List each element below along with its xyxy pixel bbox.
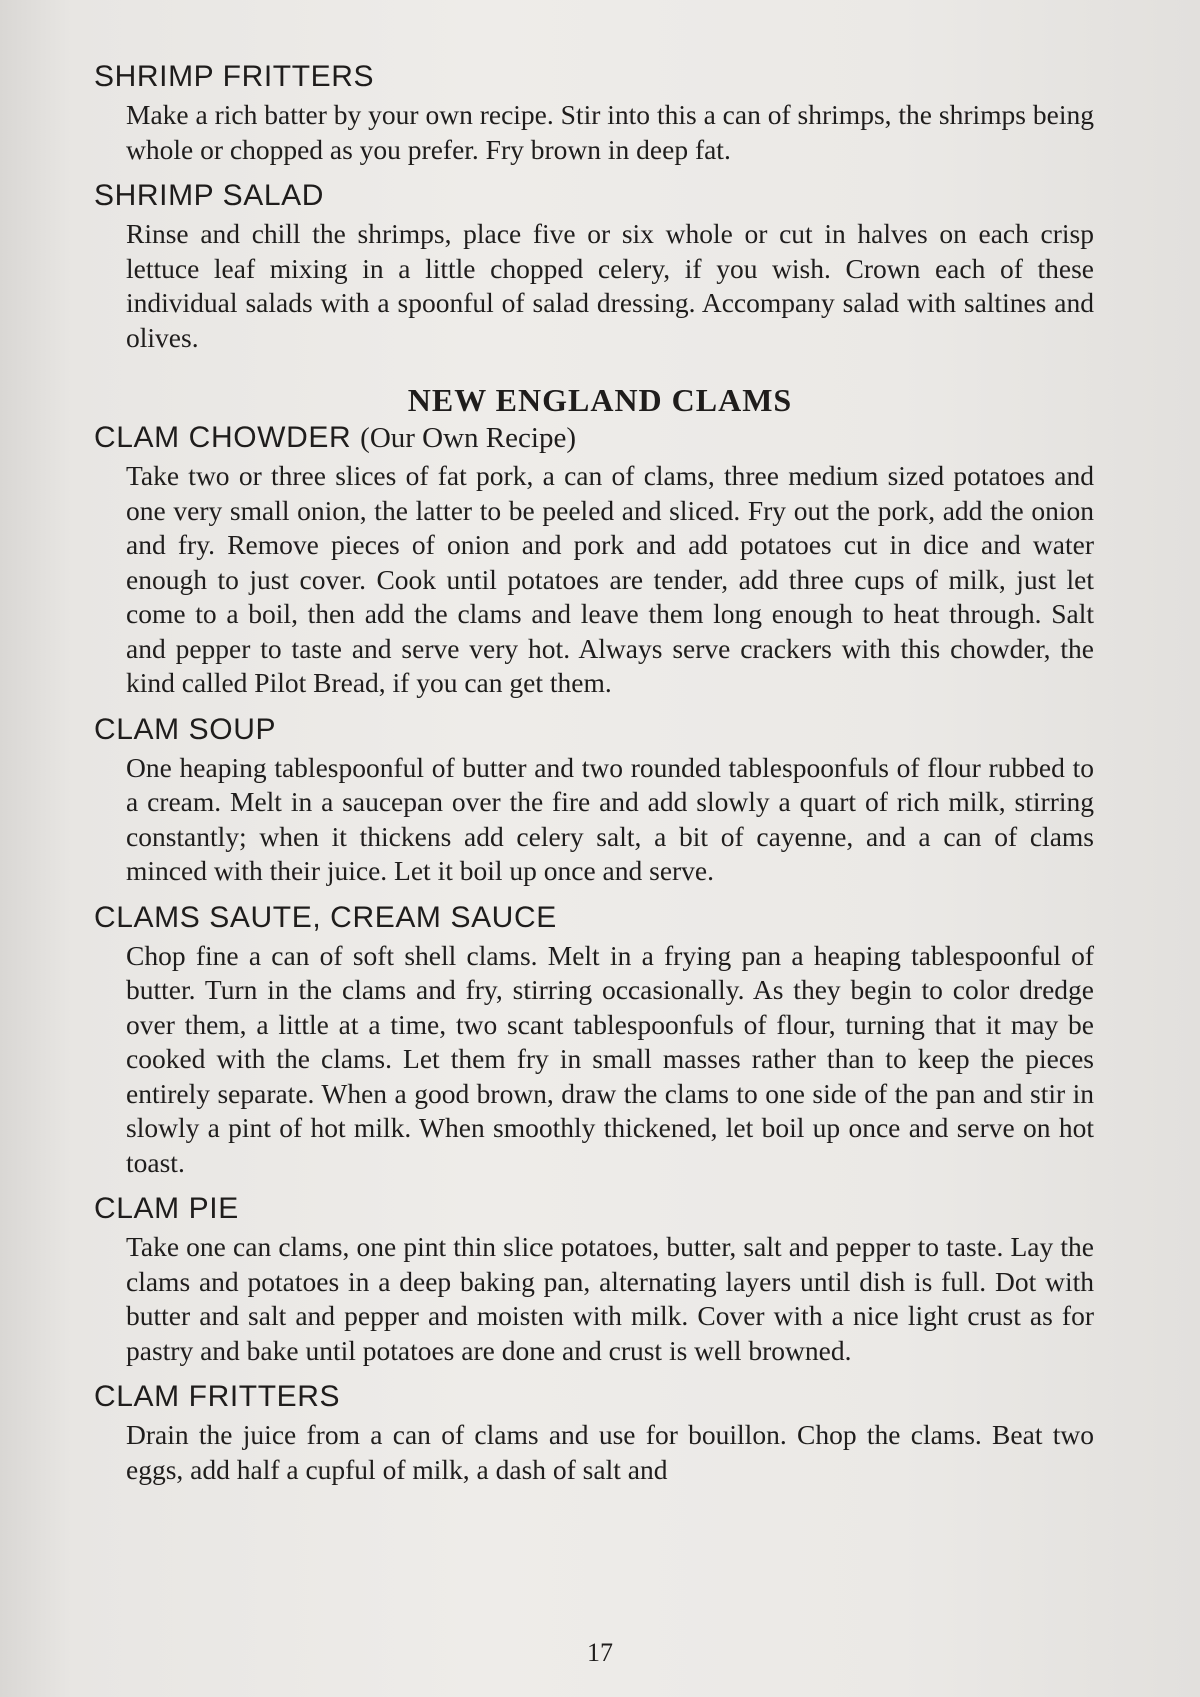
recipe-clam-fritters (88, 1378, 1112, 1487)
chapter-title: NEW ENGLAND CLAMS (407, 382, 793, 418)
recipe-clam-chowder (88, 419, 1112, 701)
recipe-heading: CLAM FRITTERS (94, 1380, 341, 1413)
recipe-heading-note: (Our Own Recipe) (360, 422, 576, 454)
recipe-heading (94, 419, 1112, 457)
recipe-text: Make a rich batter by your own recipe. Stir into this a can of shrimps, the shrimps being whole or chopped as you prefer. Fry brown in deep fat. (126, 99, 1094, 165)
recipe-text: Take two or three slices of fat pork, a can of clams, three medium sized potatoes and one very small onion, the latter to be peeled and sliced. Fry out the pork, add the onion and fry. Remove pieces of onion and pork and add potatoes cut in dice and water enough to just cover. Cook until potatoes are tender, add three cups of milk, just let come to a boil, then add the clams and leave them long enough to heat through. Salt and pepper to taste and serve very hot. Always serve crackers with this chowder, the kind called Pilot Bread, if you can get them. (126, 460, 1094, 698)
recipe-clam-pie (88, 1190, 1112, 1368)
recipe-text: Take one can clams, one pint thin slice potatoes, butter, salt and pepper to taste. Lay the clams and potatoes in a deep baking pan, alternating layers until dish is full. Dot with butter and salt and pepper and moisten with milk. Cover with a nice light crust as for pastry and bake until potatoes are done and crust is well browned. (126, 1231, 1094, 1366)
recipe-shrimp-fritters (88, 58, 1112, 167)
recipe-text: Chop fine a can of soft shell clams. Melt in a frying pan a heaping tablespoonful of butter. Turn in the clams and fry, stirring occasionally. As they begin to color dredge over them, a little at a time, two scant tablespoonfuls of flour, turning that it may be cooked with the clams. Let them fry in small masses rather than to keep the pieces entirely separate. When a good brown, draw the clams to one side of the pan and stir in slowly a pint of hot milk. When smoothly thickened, let boil up once and serve on hot toast. (126, 939, 1094, 1178)
recipe-text: Rinse and chill the shrimps, place five or six whole or cut in halves on each crisp lettuce leaf mixing in a little chopped celery, if you wish. Crown each of these individual salads with a spoonful of salad dressing. Accompany salad with saltines and olives. (126, 218, 1094, 353)
recipe-clams-saute (88, 899, 1112, 1181)
recipe-heading: CLAM SOUP (94, 712, 277, 746)
recipe-heading: CLAMS SAUTE, CREAM SAUCE (94, 900, 557, 934)
recipe-text: Drain the juice from a can of clams and use for bouillon. Chop the clams. Beat two eggs, add half a cupful of milk, a dash of salt and (126, 1419, 1094, 1485)
recipe-heading: CLAM PIE (94, 1192, 239, 1225)
recipe-heading: SHRIMP FRITTERS (94, 60, 375, 93)
recipe-clam-soup (88, 711, 1112, 889)
recipe-heading-title: CLAM CHOWDER (94, 421, 352, 454)
recipe-text: One heaping tablespoonful of butter and two rounded tablespoonfuls of flour rubbed to a cream. Melt in a saucepan over the fire and add slowly a quart of rich milk, stirring constantly; when it thickens add celery salt, a bit of cayenne, and a can of clams minced with their juice. Let it boil up once and serve. (126, 751, 1094, 886)
recipe-shrimp-salad (88, 177, 1112, 355)
recipe-heading: SHRIMP SALAD (94, 179, 325, 212)
page-number: 17 (587, 1638, 613, 1667)
